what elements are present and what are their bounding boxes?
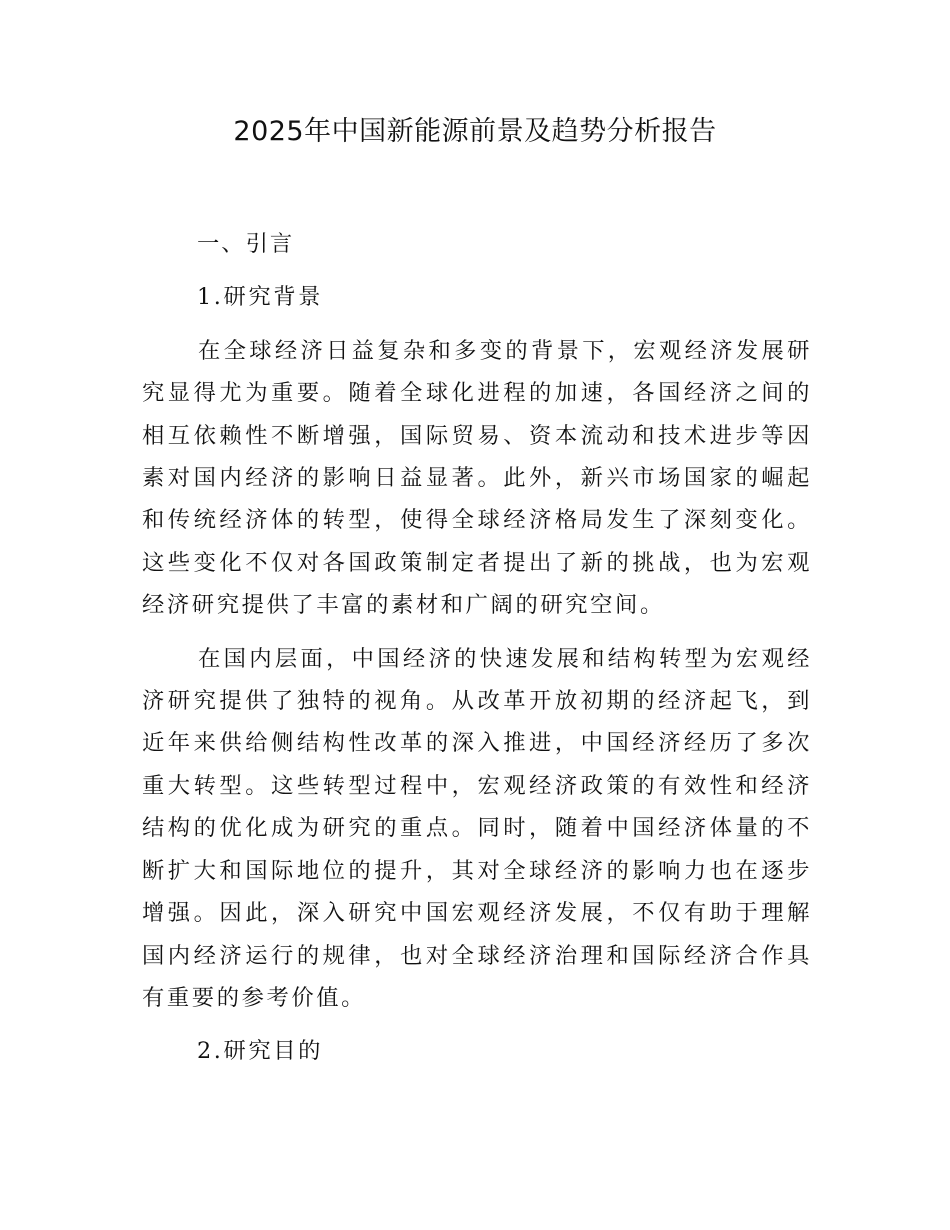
paragraph-background-global: 在全球经济日益复杂和多变的背景下，宏观经济发展研究显得尤为重要。随着全球化进程的加速，各国经济之间的相互依赖性不断增强，国际贸易、资本流动和技术进步等因素对国内经济的影响日益显著。此外，新兴市场国家的崛起和传统经济体的转型，使得全球经济格局发生了深刻变化。这些变化不仅对各国政策制定者提出了新的挑战，也为宏观经济研究提供了丰富的素材和广阔的研究空间。 xyxy=(142,337,812,619)
section-heading-introduction: 一、引言 xyxy=(197,231,295,257)
document-title: 2025年中国新能源前景及趋势分析报告 xyxy=(233,116,717,147)
paragraph-background-domestic: 在国内层面，中国经济的快速发展和结构转型为宏观经济研究提供了独特的视角。从改革开放初期的经济起飞，到近年来供给侧结构性改革的深入推进，中国经济经历了多次重大转型。这些转型过程中，宏观经济政策的有效性和经济结构的优化成为研究的重点。同时，随着中国经济体量的不断扩大和国际地位的提升，其对全球经济的影响力也在逐步增强。因此，深入研究中国宏观经济发展，不仅有助于理解国内经济运行的规律，也对全球经济治理和国际经济合作具有重要的参考价值。 xyxy=(142,645,812,1011)
document-body xyxy=(142,223,812,1073)
subsection-heading-research-purpose: 2.研究目的 xyxy=(197,1038,324,1065)
subsection-heading-research-background: 1.研究背景 xyxy=(197,284,324,311)
